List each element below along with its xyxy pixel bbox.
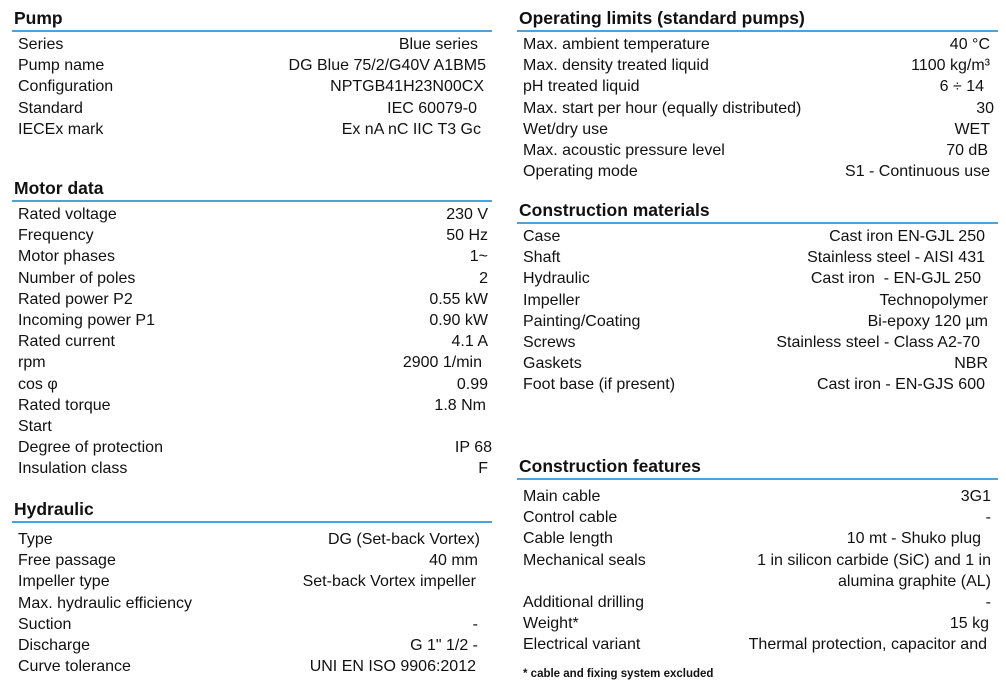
spec-label: Operating mode — [523, 163, 638, 181]
spec-label: Series — [18, 36, 64, 53]
spec-row — [12, 76, 492, 97]
weight-footnote: * cable and fixing system excluded — [523, 668, 714, 680]
spec-value: Bi-epoxy 120 µm — [867, 312, 988, 330]
spec-label: rpm — [18, 354, 46, 372]
spec-label: Rated power P2 — [18, 290, 133, 308]
spec-value: 15 kg — [949, 614, 989, 632]
spec-row — [12, 437, 492, 458]
spec-value: Cast iron - EN-GJS 600 — [816, 376, 985, 394]
spec-label: cos φ — [18, 375, 58, 393]
spec-value: 50 Hz — [446, 227, 488, 245]
spec-row — [12, 289, 492, 310]
operating-limits-rows — [517, 32, 998, 182]
spec-label: Type — [18, 531, 53, 548]
spec-label: IECEx mark — [18, 120, 104, 138]
spec-value: Cast iron EN-GJL 250 — [829, 228, 985, 245]
hydraulic-rows — [12, 523, 492, 677]
spec-value: 40 mm — [429, 552, 478, 570]
spec-label: Discharge — [18, 637, 91, 655]
spec-row — [12, 635, 492, 656]
spec-label: Impeller type — [18, 573, 110, 591]
spec-row — [12, 310, 492, 331]
spec-row — [517, 76, 998, 97]
spec-row — [517, 374, 998, 395]
spec-value: Set-back Vortex impeller — [302, 573, 476, 591]
construction-features-rows — [517, 480, 998, 655]
spec-label: Standard — [18, 99, 83, 117]
spec-value: 10 mt - Shuko plug — [846, 530, 981, 548]
spec-label: Mechanical seals — [523, 551, 646, 569]
spec-row — [12, 331, 492, 352]
spec-row — [12, 268, 492, 289]
spec-value: 6 ÷ 14 — [939, 78, 984, 96]
spec-label: Additional drilling — [523, 593, 644, 611]
spec-label: Electrical variant — [523, 636, 641, 654]
spec-value: NBR — [954, 355, 988, 373]
spec-value: Stainless steel - AISI 431 — [807, 249, 985, 267]
spec-row — [517, 311, 998, 332]
pump-rows — [12, 32, 492, 140]
spec-label: pH treated liquid — [523, 78, 640, 96]
spec-value: 1.8 Nm — [434, 396, 486, 414]
spec-label: Rated current — [18, 333, 115, 351]
spec-value: WET — [954, 120, 990, 138]
section-construction-materials — [517, 200, 998, 396]
spec-label: Free passage — [18, 552, 116, 570]
spec-row — [12, 571, 492, 592]
spec-row — [12, 374, 492, 395]
spec-label: Control cable — [523, 509, 618, 527]
spec-row — [517, 247, 998, 268]
spec-value: Technopolymer — [879, 291, 988, 309]
spec-row — [12, 55, 492, 76]
spec-row — [517, 634, 998, 655]
spec-row — [517, 613, 998, 634]
spec-label: Foot base (if present) — [523, 376, 676, 394]
spec-row — [12, 529, 492, 550]
spec-value: 0.55 kW — [429, 290, 488, 308]
spec-row — [517, 592, 998, 613]
spec-row — [12, 119, 492, 140]
spec-row — [12, 98, 492, 119]
spec-value: IP 68 — [454, 439, 492, 457]
spec-value: - — [985, 509, 991, 527]
spec-value: - — [472, 615, 478, 633]
spec-value: 40 °C — [949, 36, 990, 53]
spec-value: 70 dB — [946, 142, 988, 160]
spec-label: Screws — [523, 334, 576, 352]
spec-row — [517, 161, 998, 182]
section-operating-limits — [517, 8, 998, 182]
spec-label: Degree of protection — [18, 439, 163, 457]
spec-row — [12, 225, 492, 246]
spec-row — [517, 507, 998, 528]
spec-row — [517, 226, 998, 247]
spec-label: Insulation class — [18, 460, 128, 478]
spec-row — [12, 614, 492, 635]
spec-row — [517, 119, 998, 140]
spec-label: Weight* — [523, 614, 579, 632]
spec-row — [12, 593, 492, 614]
spec-row — [517, 140, 998, 161]
section-title-motor-data: Motor data — [12, 178, 492, 202]
spec-label: Number of poles — [18, 269, 136, 287]
spec-value: F — [478, 460, 488, 478]
spec-label: Start — [18, 418, 52, 436]
section-construction-features — [517, 456, 998, 655]
spec-value: 1100 kg/m³ — [911, 57, 990, 75]
spec-row — [12, 204, 492, 225]
spec-label: Max. ambient temperature — [523, 36, 710, 53]
construction-materials-rows — [517, 224, 998, 396]
motor-data-rows — [12, 202, 492, 480]
section-title-pump: Pump — [12, 8, 492, 32]
section-title-construction-features: Construction features — [517, 456, 998, 480]
section-title-hydraulic: Hydraulic — [12, 499, 492, 523]
spec-row — [517, 486, 998, 507]
spec-row — [517, 290, 998, 311]
spec-row — [12, 550, 492, 571]
spec-row — [517, 55, 998, 76]
spec-label: Configuration — [18, 78, 114, 96]
section-pump — [12, 8, 492, 140]
spec-label: Max. hydraulic efficiency — [18, 594, 192, 612]
spec-label: Painting/Coating — [523, 312, 641, 330]
spec-value: Cast iron - EN-GJL 250 — [810, 270, 981, 288]
spec-row — [12, 416, 492, 437]
spec-row — [517, 550, 998, 592]
spec-label: Max. density treated liquid — [523, 57, 709, 75]
section-title-construction-materials: Construction materials — [517, 200, 998, 224]
spec-value: 1 in silicon carbide (SiC) and 1 in alumina graphite (AL) — [757, 551, 991, 590]
spec-row — [517, 353, 998, 374]
spec-row — [517, 34, 998, 55]
spec-row — [12, 34, 492, 55]
spec-label: Rated voltage — [18, 206, 117, 223]
spec-value: IEC 60079-0 — [387, 99, 477, 117]
spec-value: DG (Set-back Vortex) — [327, 531, 480, 548]
spec-label: Rated torque — [18, 396, 111, 414]
spec-label: Impeller — [523, 291, 580, 309]
spec-row — [517, 98, 998, 119]
spec-row — [517, 268, 998, 289]
spec-value: DG Blue 75/2/G40V A1BM5 — [288, 57, 486, 75]
spec-label: Case — [523, 228, 561, 245]
spec-label: Incoming power P1 — [18, 312, 155, 330]
spec-value: 2900 1/min — [402, 354, 482, 372]
spec-label: Max. start per hour (equally distributed) — [523, 99, 802, 117]
spec-value: Ex nA nC IIC T3 Gc — [341, 120, 481, 138]
spec-value: UNI EN ISO 9906:2012 — [309, 658, 476, 676]
spec-row — [517, 528, 998, 549]
spec-value: 0.99 — [456, 375, 488, 393]
spec-row — [12, 246, 492, 267]
spec-label: Pump name — [18, 57, 105, 75]
spec-value: Thermal protection, capacitor and — [748, 636, 987, 654]
spec-label: Shaft — [523, 249, 561, 267]
spec-label: Curve tolerance — [18, 658, 131, 676]
spec-value: 4.1 A — [451, 333, 488, 351]
section-motor-data — [12, 178, 492, 480]
spec-value: Blue series — [398, 36, 478, 53]
spec-value: 230 V — [446, 206, 488, 223]
spec-row — [12, 395, 492, 416]
spec-value: 30 — [976, 99, 994, 117]
spec-label: Max. acoustic pressure level — [523, 142, 725, 160]
spec-label: Cable length — [523, 530, 613, 548]
spec-value: 0.90 kW — [429, 312, 488, 330]
section-hydraulic — [12, 499, 492, 677]
spec-label: Motor phases — [18, 248, 115, 266]
spec-value: 3G1 — [960, 488, 991, 505]
spec-label: Frequency — [18, 227, 94, 245]
spec-label: Wet/dry use — [523, 120, 609, 138]
spec-value: - — [985, 593, 991, 611]
spec-value: NPTGB41H23N00CX — [330, 78, 484, 96]
spec-row — [12, 656, 492, 677]
spec-label: Main cable — [523, 488, 601, 505]
spec-value: 1~ — [469, 248, 488, 266]
spec-label: Hydraulic — [523, 270, 590, 288]
spec-label: Gaskets — [523, 355, 582, 373]
spec-row — [12, 458, 492, 479]
spec-row — [517, 332, 998, 353]
spec-value: S1 - Continuous use — [845, 163, 990, 181]
section-title-operating-limits: Operating limits (standard pumps) — [517, 8, 998, 32]
spec-value: Stainless steel - Class A2-70 — [776, 334, 980, 352]
spec-row — [12, 352, 492, 373]
spec-label: Suction — [18, 615, 72, 633]
spec-value: G 1" 1/2 - — [410, 637, 478, 655]
spec-value: 2 — [479, 269, 488, 287]
